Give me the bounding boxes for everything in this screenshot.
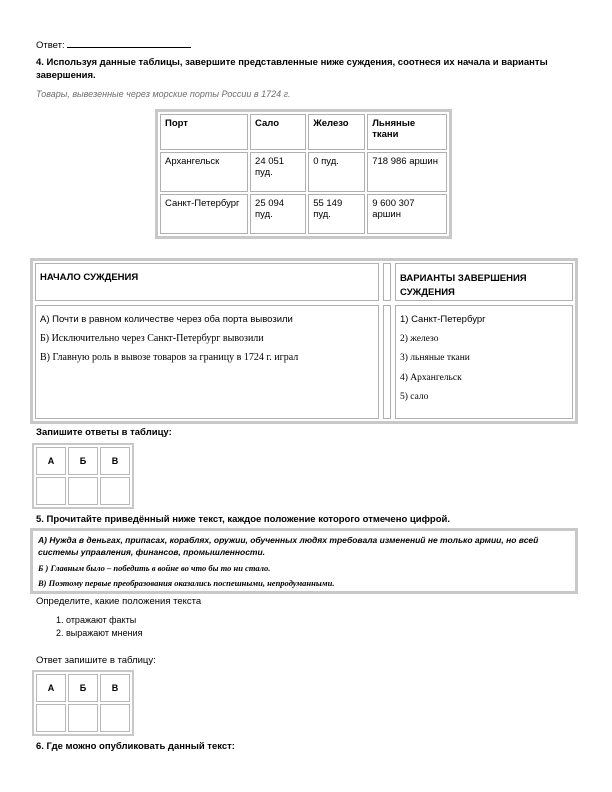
judgement-ending: 1) Санкт-Петербург xyxy=(400,314,486,325)
ports-table-header-row xyxy=(160,114,447,150)
q4-caption: Товары, вывезенные через морские порты России в 1724 г. xyxy=(36,89,291,99)
header-port: Порт xyxy=(160,114,248,150)
judgement-start-b: Б) Исключительно через Санкт-Петербург вывозили xyxy=(40,333,264,344)
judgement-divider-cell xyxy=(383,305,391,419)
judgement-ending: 2) железо xyxy=(400,333,439,344)
header-iron: Железо xyxy=(308,114,365,150)
header-salo: Сало xyxy=(250,114,306,150)
answers2-input-a[interactable] xyxy=(36,704,66,732)
answers1-input-b[interactable] xyxy=(68,477,98,505)
q5-instruction: Ответ запишите в таблицу: xyxy=(36,655,156,666)
judgement-ending: 3) льняные ткани xyxy=(400,353,470,363)
answers2-table xyxy=(32,670,134,736)
judgement-start-c: В) Главную роль в вывозе товаров за границу в 1724 г. играл xyxy=(40,352,299,363)
ports-table xyxy=(155,109,452,239)
header-linen: Льняные ткани xyxy=(367,114,447,150)
q5-options xyxy=(56,614,143,640)
q5-text-line-b: Б ) Главным было – победить в войне во что бы то ни стало. xyxy=(38,563,271,573)
judgement-endings xyxy=(395,305,573,419)
answers1-input-c[interactable] xyxy=(100,477,130,505)
cell-port: Архангельск xyxy=(160,152,248,192)
list-item: 2. выражают мнения xyxy=(56,628,143,638)
q5-determine: Определите, какие положения текста xyxy=(36,596,202,607)
answers2-input-c[interactable] xyxy=(100,704,130,732)
judgement-right-header: ВАРИАНТЫ ЗАВЕРШЕНИЯ СУЖДЕНИЯ xyxy=(395,263,573,301)
answers1-col-a: А xyxy=(36,447,66,475)
answer-blank[interactable] xyxy=(67,38,191,48)
judgement-start-a: А) Почти в равном количестве через оба порта вывозили xyxy=(40,314,293,325)
judgement-ending: 4) Архангельск xyxy=(400,372,462,383)
cell-salo: 25 094 пуд. xyxy=(250,194,306,234)
q6-title: 6. Где можно опубликовать данный текст: xyxy=(36,741,235,752)
answers1-col-c: В xyxy=(100,447,130,475)
cell-port: Санкт-Петербург xyxy=(160,194,248,234)
answer-line xyxy=(36,38,191,51)
answer-label: Ответ: xyxy=(36,40,65,51)
answers1-instruction: Запишите ответы в таблицу: xyxy=(36,427,172,438)
q5-text-line-a: А) Нужда в деньгах, припасах, кораблях, оружии, обученных людях требовала изменений не только армии, но всей системы управления, финансов, промышленности. xyxy=(38,535,539,557)
q5-textbox xyxy=(30,528,578,594)
answers1-table xyxy=(32,443,134,509)
judgement-left-header: НАЧАЛО СУЖДЕНИЯ xyxy=(35,263,379,301)
answers1-input-a[interactable] xyxy=(36,477,66,505)
table-row xyxy=(160,194,447,234)
answers2-input-b[interactable] xyxy=(68,704,98,732)
cell-linen: 718 986 аршин xyxy=(367,152,447,192)
answers2-col-a: А xyxy=(36,674,66,702)
cell-salo: 24 051 пуд. xyxy=(250,152,306,192)
cell-iron: 0 пуд. xyxy=(308,152,365,192)
judgement-ending: 5) сало xyxy=(400,392,429,402)
judgement-table xyxy=(30,258,578,424)
answers1-col-b: Б xyxy=(68,447,98,475)
judgement-starts xyxy=(35,305,379,419)
q5-title: 5. Прочитайте приведённый ниже текст, каждое положение которого отмечено цифрой. xyxy=(36,514,450,525)
list-item: 1. отражают факты xyxy=(56,615,137,625)
cell-iron: 55 149 пуд. xyxy=(308,194,365,234)
table-row xyxy=(160,152,447,192)
q5-text-line-c: В) Поэтому первые преобразования оказались поспешными, непродуманными. xyxy=(38,577,335,588)
judgement-divider-cell xyxy=(383,263,391,301)
q4-title: 4. Используя данные таблицы, завершите представленные ниже суждения, соотнеся их начала и варианты завершения. xyxy=(36,57,548,81)
cell-linen: 9 600 307 аршин xyxy=(367,194,447,234)
answers2-col-b: Б xyxy=(68,674,98,702)
answers2-col-c: В xyxy=(100,674,130,702)
